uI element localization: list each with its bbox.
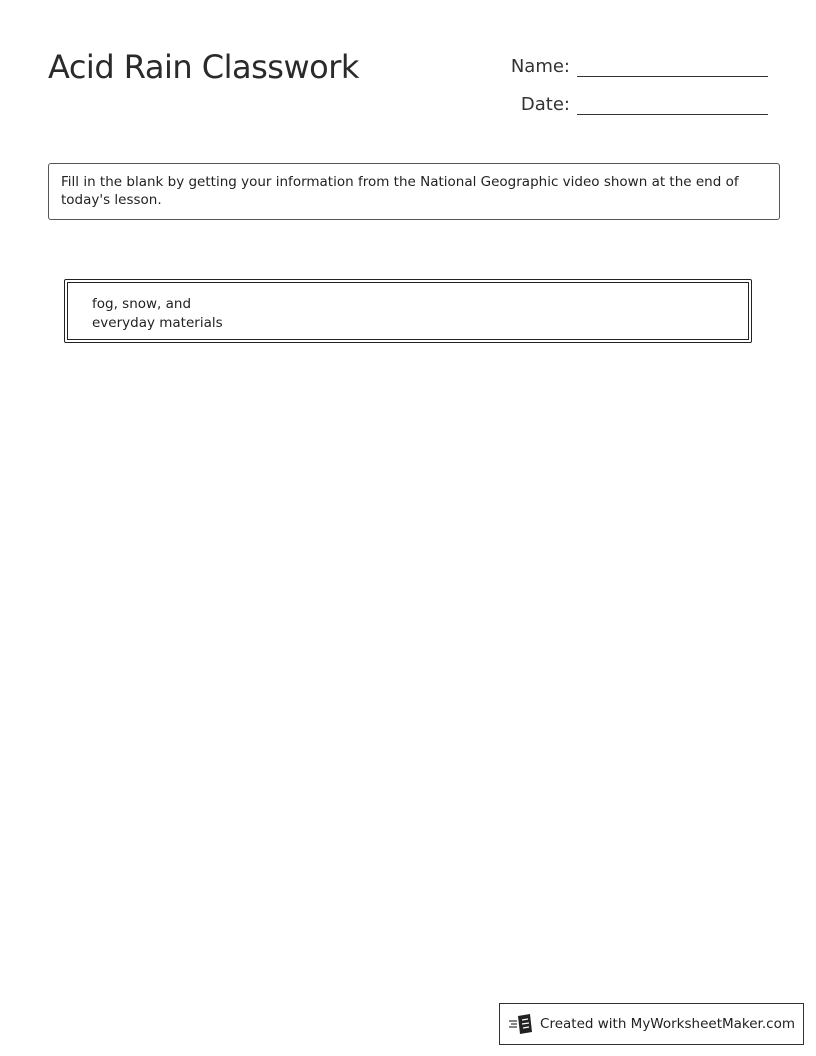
instructions-box: Fill in the blank by getting your information from the National Geographic video shown at the end of today's lesson.: [48, 163, 780, 220]
date-field: [521, 92, 768, 115]
date-blank-line[interactable]: [577, 92, 768, 115]
date-label: Date:: [520, 94, 570, 115]
page-title: Acid Rain Classwork: [48, 48, 359, 86]
word-bank-box: [64, 279, 752, 343]
name-label: Name:: [510, 56, 570, 77]
worksheet-logo-icon: [508, 1013, 534, 1035]
name-blank-line[interactable]: [577, 54, 768, 77]
footer-badge: [499, 1003, 804, 1045]
word-bank-line: everyday materials: [92, 315, 223, 331]
name-field: [511, 54, 768, 77]
word-bank-line: fog, snow, and: [92, 296, 192, 312]
footer-text: Created with MyWorksheetMaker.com: [540, 1016, 795, 1032]
